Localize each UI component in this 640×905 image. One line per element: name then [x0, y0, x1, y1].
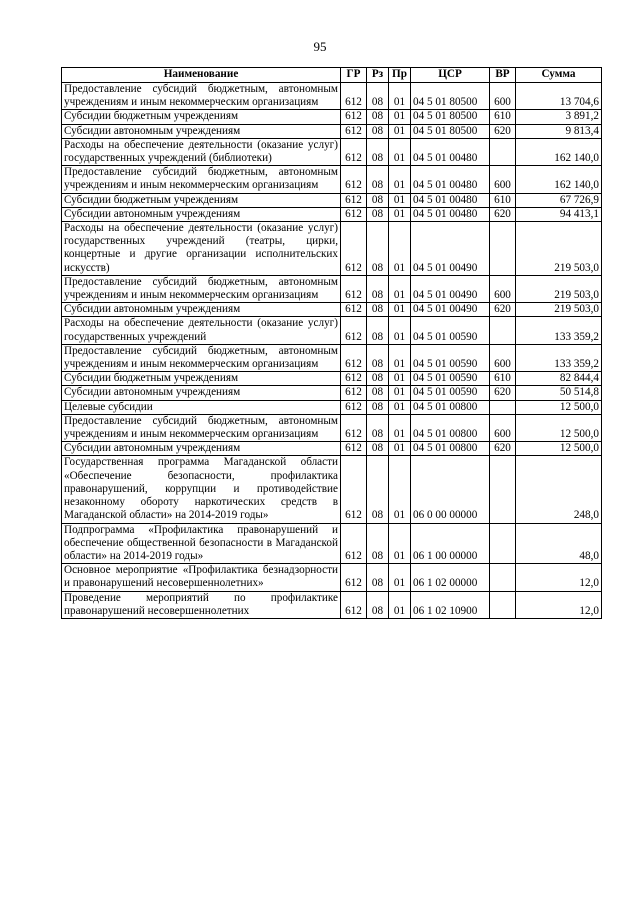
pr-cell: 01: [389, 372, 411, 386]
csr-cell: 04 5 01 00800: [411, 400, 490, 414]
table-row: [62, 207, 602, 221]
csr-cell: 04 5 01 00480: [411, 138, 490, 165]
rz-cell: 08: [367, 110, 389, 124]
vr-cell: [490, 591, 516, 618]
rz-cell: 08: [367, 400, 389, 414]
pr-cell: 01: [389, 386, 411, 400]
rz-cell: 08: [367, 442, 389, 456]
csr-cell: 04 5 01 00590: [411, 386, 490, 400]
table-header-row: [62, 68, 602, 83]
sum-cell: 3 891,2: [516, 110, 602, 124]
gr-cell: 612: [341, 344, 367, 371]
vr-cell: 620: [490, 386, 516, 400]
header-vr: ВР: [490, 68, 516, 83]
rz-cell: 08: [367, 523, 389, 564]
vr-cell: 620: [490, 303, 516, 317]
gr-cell: 612: [341, 124, 367, 138]
header-rz: Рз: [367, 68, 389, 83]
rz-cell: 08: [367, 166, 389, 193]
csr-cell: 04 5 01 00590: [411, 344, 490, 371]
pr-cell: 01: [389, 207, 411, 221]
table-row: [62, 414, 602, 441]
rz-cell: 08: [367, 124, 389, 138]
row-name-cell: Субсидии автономным учреждениям: [62, 442, 341, 456]
gr-cell: 612: [341, 456, 367, 523]
sum-cell: 67 726,9: [516, 193, 602, 207]
table-row: [62, 124, 602, 138]
table-row: [62, 442, 602, 456]
vr-cell: 600: [490, 275, 516, 302]
rz-cell: 08: [367, 414, 389, 441]
row-name-cell: Предоставление субсидий бюджетным, автономным учреждениям и иным некоммерческим организациям: [62, 414, 341, 441]
csr-cell: 04 5 01 00490: [411, 303, 490, 317]
table-row: [62, 372, 602, 386]
csr-cell: 04 5 01 80500: [411, 83, 490, 110]
pr-cell: 01: [389, 124, 411, 138]
table-row: [62, 386, 602, 400]
rz-cell: 08: [367, 222, 389, 276]
sum-cell: 12 500,0: [516, 400, 602, 414]
header-gr: ГР: [341, 68, 367, 83]
sum-cell: 12 500,0: [516, 414, 602, 441]
gr-cell: 612: [341, 372, 367, 386]
gr-cell: 612: [341, 386, 367, 400]
row-name-cell: Субсидии бюджетным учреждениям: [62, 193, 341, 207]
csr-cell: 04 5 01 00800: [411, 442, 490, 456]
pr-cell: 01: [389, 193, 411, 207]
csr-cell: 04 5 01 00490: [411, 222, 490, 276]
row-name-cell: Предоставление субсидий бюджетным, автономным учреждениям и иным некоммерческим организациям: [62, 166, 341, 193]
row-name-cell: Основное мероприятие «Профилактика безнадзорности и правонарушений несовершеннолетних»: [62, 564, 341, 591]
table-row: [62, 456, 602, 523]
table-body: [62, 83, 602, 619]
gr-cell: 612: [341, 317, 367, 344]
vr-cell: [490, 523, 516, 564]
csr-cell: 06 1 00 00000: [411, 523, 490, 564]
pr-cell: 01: [389, 456, 411, 523]
header-pr: Пр: [389, 68, 411, 83]
csr-cell: 06 1 02 00000: [411, 564, 490, 591]
row-name-cell: Целевые субсидии: [62, 400, 341, 414]
table-row: [62, 110, 602, 124]
table-row: [62, 166, 602, 193]
csr-cell: 04 5 01 00590: [411, 372, 490, 386]
gr-cell: 612: [341, 275, 367, 302]
pr-cell: 01: [389, 442, 411, 456]
csr-cell: 06 1 02 10900: [411, 591, 490, 618]
sum-cell: 48,0: [516, 523, 602, 564]
row-name-cell: Подпрограмма «Профилактика правонарушений и обеспечение общественной безопасности в Магаданской области» на 2014-2019 годы»: [62, 523, 341, 564]
csr-cell: 04 5 01 00590: [411, 317, 490, 344]
gr-cell: 612: [341, 83, 367, 110]
sum-cell: 12,0: [516, 564, 602, 591]
rz-cell: 08: [367, 275, 389, 302]
rz-cell: 08: [367, 317, 389, 344]
table-row: [62, 344, 602, 371]
gr-cell: 612: [341, 442, 367, 456]
page-number: 95: [313, 39, 327, 54]
csr-cell: 04 5 01 00480: [411, 193, 490, 207]
table-row: [62, 83, 602, 110]
table-row: [62, 138, 602, 165]
budget-table: [61, 67, 602, 619]
rz-cell: 08: [367, 344, 389, 371]
header-csr: ЦСР: [411, 68, 490, 83]
vr-cell: 600: [490, 83, 516, 110]
gr-cell: 612: [341, 564, 367, 591]
csr-cell: 04 5 01 00480: [411, 207, 490, 221]
pr-cell: 01: [389, 222, 411, 276]
row-name-cell: Предоставление субсидий бюджетным, автономным учреждениям и иным некоммерческим организациям: [62, 275, 341, 302]
gr-cell: 612: [341, 166, 367, 193]
sum-cell: 12 500,0: [516, 442, 602, 456]
table-row: [62, 193, 602, 207]
pr-cell: 01: [389, 317, 411, 344]
rz-cell: 08: [367, 456, 389, 523]
row-name-cell: Субсидии бюджетным учреждениям: [62, 372, 341, 386]
pr-cell: 01: [389, 564, 411, 591]
table-row: [62, 523, 602, 564]
vr-cell: 600: [490, 166, 516, 193]
sum-cell: 13 704,6: [516, 83, 602, 110]
vr-cell: [490, 564, 516, 591]
vr-cell: [490, 317, 516, 344]
row-name-cell: Субсидии автономным учреждениям: [62, 207, 341, 221]
sum-cell: 94 413,1: [516, 207, 602, 221]
vr-cell: 610: [490, 372, 516, 386]
sum-cell: 9 813,4: [516, 124, 602, 138]
pr-cell: 01: [389, 138, 411, 165]
sum-cell: 133 359,2: [516, 317, 602, 344]
table-row: [62, 222, 602, 276]
pr-cell: 01: [389, 414, 411, 441]
rz-cell: 08: [367, 193, 389, 207]
rz-cell: 08: [367, 372, 389, 386]
header-sum: Сумма: [516, 68, 602, 83]
sum-cell: 50 514,8: [516, 386, 602, 400]
gr-cell: 612: [341, 523, 367, 564]
rz-cell: 08: [367, 564, 389, 591]
gr-cell: 612: [341, 222, 367, 276]
sum-cell: 219 503,0: [516, 275, 602, 302]
row-name-cell: Субсидии автономным учреждениям: [62, 124, 341, 138]
vr-cell: 620: [490, 207, 516, 221]
pr-cell: 01: [389, 400, 411, 414]
csr-cell: 04 5 01 00480: [411, 166, 490, 193]
pr-cell: 01: [389, 303, 411, 317]
sum-cell: 12,0: [516, 591, 602, 618]
gr-cell: 612: [341, 207, 367, 221]
sum-cell: 248,0: [516, 456, 602, 523]
table-row: [62, 591, 602, 618]
header-name: Наименование: [62, 68, 341, 83]
gr-cell: 612: [341, 400, 367, 414]
pr-cell: 01: [389, 110, 411, 124]
sum-cell: 162 140,0: [516, 138, 602, 165]
csr-cell: 04 5 01 80500: [411, 110, 490, 124]
pr-cell: 01: [389, 344, 411, 371]
table-row: [62, 303, 602, 317]
table-row: [62, 317, 602, 344]
gr-cell: 612: [341, 303, 367, 317]
row-name-cell: Предоставление субсидий бюджетным, автономным учреждениям и иным некоммерческим организациям: [62, 344, 341, 371]
vr-cell: [490, 400, 516, 414]
rz-cell: 08: [367, 138, 389, 165]
vr-cell: 610: [490, 110, 516, 124]
table-row: [62, 275, 602, 302]
rz-cell: 08: [367, 591, 389, 618]
csr-cell: 04 5 01 00800: [411, 414, 490, 441]
rz-cell: 08: [367, 303, 389, 317]
table-row: [62, 564, 602, 591]
vr-cell: 600: [490, 344, 516, 371]
csr-cell: 04 5 01 00490: [411, 275, 490, 302]
sum-cell: 82 844,4: [516, 372, 602, 386]
vr-cell: [490, 222, 516, 276]
gr-cell: 612: [341, 193, 367, 207]
vr-cell: 600: [490, 414, 516, 441]
vr-cell: 620: [490, 442, 516, 456]
vr-cell: [490, 138, 516, 165]
sum-cell: 219 503,0: [516, 303, 602, 317]
csr-cell: 06 0 00 00000: [411, 456, 490, 523]
sum-cell: 219 503,0: [516, 222, 602, 276]
csr-cell: 04 5 01 80500: [411, 124, 490, 138]
row-name-cell: Расходы на обеспечение деятельности (оказание услуг) государственных учреждений: [62, 317, 341, 344]
gr-cell: 612: [341, 138, 367, 165]
pr-cell: 01: [389, 83, 411, 110]
row-name-cell: Расходы на обеспечение деятельности (оказание услуг) государственных учреждений (библиотеки): [62, 138, 341, 165]
gr-cell: 612: [341, 110, 367, 124]
sum-cell: 133 359,2: [516, 344, 602, 371]
row-name-cell: Субсидии автономным учреждениям: [62, 386, 341, 400]
gr-cell: 612: [341, 591, 367, 618]
sum-cell: 162 140,0: [516, 166, 602, 193]
rz-cell: 08: [367, 83, 389, 110]
vr-cell: [490, 456, 516, 523]
rz-cell: 08: [367, 386, 389, 400]
pr-cell: 01: [389, 275, 411, 302]
pr-cell: 01: [389, 591, 411, 618]
table-row: [62, 400, 602, 414]
row-name-cell: Расходы на обеспечение деятельности (оказание услуг) государственных учреждений (театры, цирки, концертные и другие организации исполнительских искусств): [62, 222, 341, 276]
gr-cell: 612: [341, 414, 367, 441]
vr-cell: 610: [490, 193, 516, 207]
row-name-cell: Государственная программа Магаданской области «Обеспечение безопасности, профилактика правонарушений, коррупции и противодействие незаконному обороту наркотических средств в Магаданской области» на 2014-2019 годы»: [62, 456, 341, 523]
row-name-cell: Субсидии бюджетным учреждениям: [62, 110, 341, 124]
rz-cell: 08: [367, 207, 389, 221]
pr-cell: 01: [389, 523, 411, 564]
row-name-cell: Субсидии автономным учреждениям: [62, 303, 341, 317]
row-name-cell: Предоставление субсидий бюджетным, автономным учреждениям и иным некоммерческим организациям: [62, 83, 341, 110]
row-name-cell: Проведение мероприятий по профилактике правонарушений несовершеннолетних: [62, 591, 341, 618]
pr-cell: 01: [389, 166, 411, 193]
vr-cell: 620: [490, 124, 516, 138]
